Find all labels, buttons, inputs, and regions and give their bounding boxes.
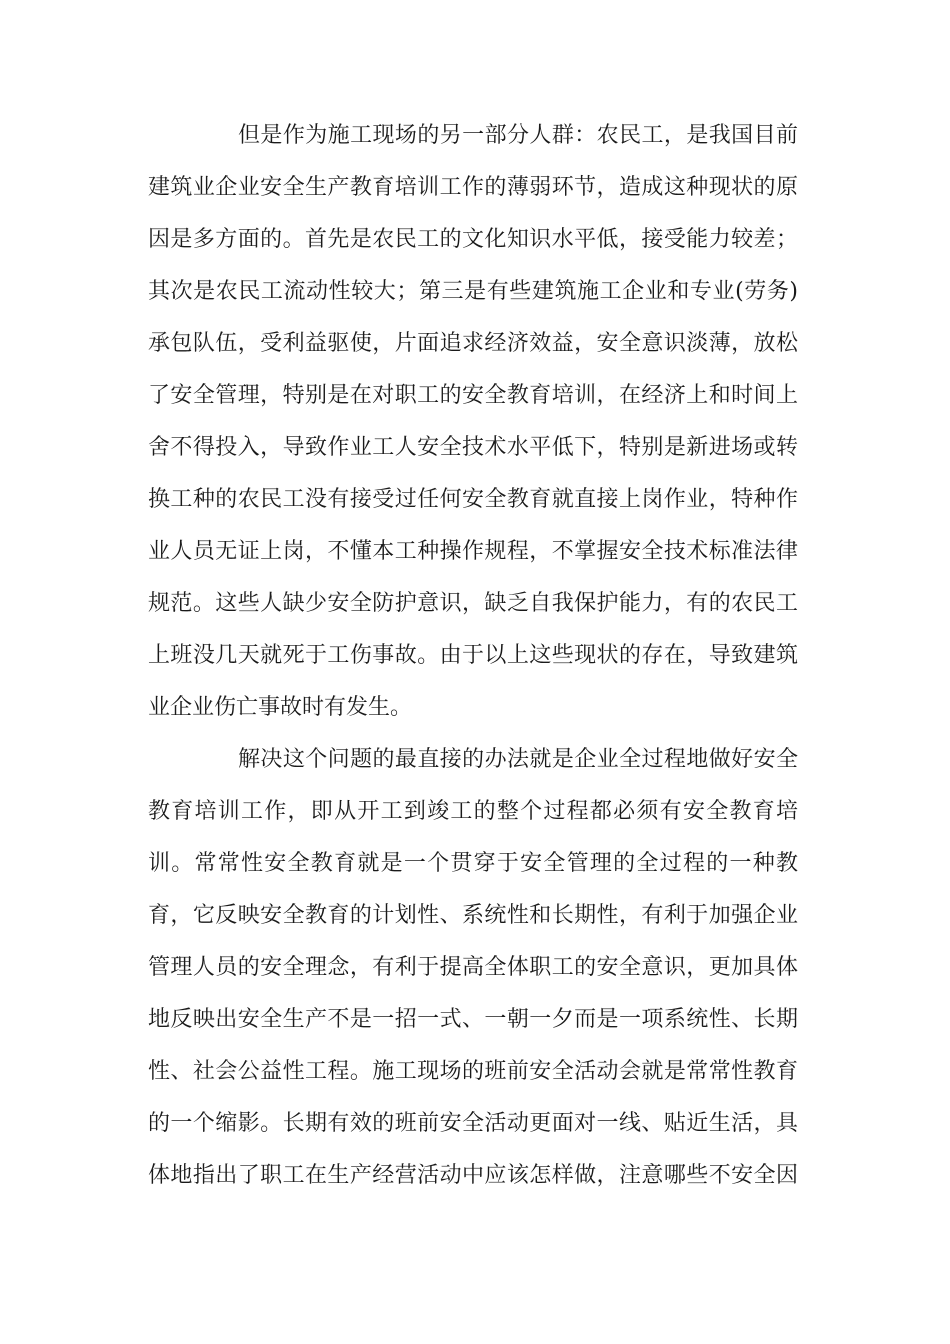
text-line: 其次是农民工流动性较大；第三是有些建筑施工企业和专业(劳务) [148,279,798,304]
text-line: 训。常常性安全教育就是一个贯穿于安全管理的全过程的一种教 [148,851,798,876]
text-line: 承包队伍，受利益驱使，片面追求经济效益，安全意识淡薄，放松 [148,331,798,356]
text-line: 换工种的农民工没有接受过任何安全教育就直接上岗作业，特种作 [148,487,798,512]
text-line: 育，它反映安全教育的计划性、系统性和长期性，有利于加强企业 [148,903,798,928]
text-line: 因是多方面的。首先是农民工的文化知识水平低，接受能力较差； [148,227,798,252]
text-line: 舍不得投入，导致作业工人安全技术水平低下，特别是新进场或转 [148,435,798,460]
text-line: 体地指出了职工在生产经营活动中应该怎样做，注意哪些不安全因 [148,1163,798,1188]
text-line: 业企业伤亡事故时有发生。 [148,695,413,720]
text-line: 的一个缩影。长期有效的班前安全活动更面对一线、贴近生活，具 [148,1111,798,1136]
text-line: 性、社会公益性工程。施工现场的班前安全活动会就是常常性教育 [148,1059,798,1084]
text-line: 业人员无证上岗，不懂本工种操作规程，不掌握安全技术标准法律 [148,539,798,564]
text-line: 但是作为施工现场的另一部分人群：农民工，是我国目前 [238,123,798,148]
text-line: 规范。这些人缺少安全防护意识，缺乏自我保护能力，有的农民工 [148,591,798,616]
text-line: 教育培训工作，即从开工到竣工的整个过程都必须有安全教育培 [148,799,798,824]
text-line: 地反映出安全生产不是一招一式、一朝一夕而是一项系统性、长期 [148,1007,798,1032]
text-line: 解决这个问题的最直接的办法就是企业全过程地做好安全 [238,747,798,772]
text-line: 建筑业企业安全生产教育培训工作的薄弱环节，造成这种现状的原 [148,175,798,200]
text-line: 上班没几天就死于工伤事故。由于以上这些现状的存在，导致建筑 [148,643,798,668]
text-line: 了安全管理，特别是在对职工的安全教育培训，在经济上和时间上 [148,383,798,408]
text-line: 管理人员的安全理念，有利于提高全体职工的安全意识，更加具体 [148,955,798,980]
